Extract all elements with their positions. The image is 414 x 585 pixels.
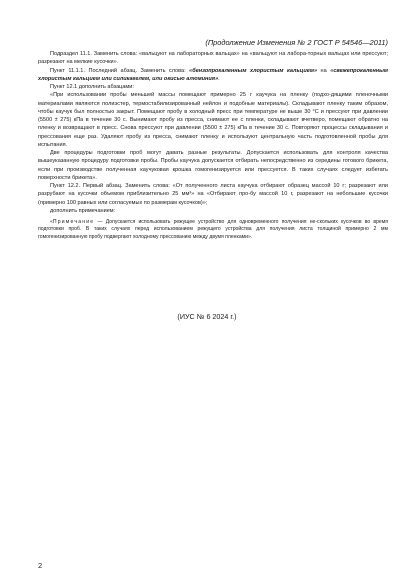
item-11-1-1-connector: на (317, 67, 331, 74)
item-11-1-1-old-phrase: «бензопрокаленным хлористым кальцием» (189, 67, 318, 74)
note-block: «Примечание — Допускается использовать режущее устройство для одновременного получения не-скольких кусочков во время подготовки проб. В таких случаях перед использованием режущего устройства для получения листа толщиной примерно 2 мм гомогенизированную пробу подвергают холодному прессованию между двумя пленками». (38, 219, 388, 240)
document-body (38, 50, 388, 246)
item-11-1-1-end: . (218, 75, 220, 82)
running-header: (Продолжение Изменения № 2 ГОСТ Р 54546—2011) (205, 38, 388, 47)
paragraph-subsection-11-1: Подраздел 11.1. Заменить слова: «вальцуют на лабораторных вальцах» на «вальцуют на лабора-торных вальцах или прессуют; разрезают на мелкие кусочки». (38, 51, 388, 66)
paragraph-item-12-2: Пункт 12.2. Первый абзац. Заменить слова: «От полученного листа каучука отбирают образец массой 10 г; разрезают или разрубают на кусочки объемом приблизительно 25 мм³» на «Отбирают про-бу массой 10 г, разрезают на небольшие кусочки (примерно 100 равных или согласуемых по размерам кусочков)»; (38, 183, 388, 206)
paragraph-procedure: «При использовании пробы меньшей массы помещают примерно 25 г каучука на пленку (подхо-дящими пленочными материалами являются полиэстер, термостабилизированный нейлон и подобные материалы). Складывают пленку таким образом, чтобы каучук был полностью закрыт. Помещают пробу в холодный пресс при температуре не выше 30 °С и прессуют при давлении (5500 ± 275) кПа в течение 30 с. Вынимают пробу из пресса, снимают ее с пленки, складывают вчетверо, помещают обратно на пленку и возвращают в пресс. Снова прессуют при давлении (5500 ± 275) кПа в течение 30 с. Повторяют процессы складывания и прессования еще раз. Удаляют пробу из пресса, снимают пленку и используют центральную часть подготовленной пробы для испытания. (38, 92, 388, 148)
paragraph-item-12-1: Пункт 12.1 дополнить абзацами: (50, 84, 134, 90)
ius-reference: (ИУС № 6 2024 г.) (177, 312, 237, 321)
page-number: 2 (38, 561, 43, 570)
paragraph-add-note: дополнить примечанием: (50, 207, 116, 214)
item-11-1-1-new-phrase: «свежепрокаленным хлористым кальцием или силикагелем, или окисью алюминия» (38, 67, 388, 82)
item-11-1-1-text: Пункт 11.1.1. Последний абзац. Заменить слова: (50, 67, 190, 74)
paragraph-two-procedures: Две процедуры подготовки проб могут давать разные результаты. Допускается использовать для контроля качества вышеуказанную процедуру подготовки пробы. Пробы каучука допускается отбирать непосредственно из середины готового брикета, если при производстве полученная каучуковая крошка гомогенизируется или прессуется. В таких случаях следует избегать поверхности брикета». (38, 150, 388, 181)
note-text: — Допускается использовать режущее устройство для одновременного получения не-скольких кусочков во время подготовки проб. В таких случаях перед использованием режущего устройства для получения листа толщиной примерно 2 мм гомогенизированную пробу подвергают холодному прессованию между двумя пленками». (38, 219, 388, 240)
paragraph-item-11-1-1 (38, 67, 388, 84)
note-label: Примечание (52, 219, 95, 225)
